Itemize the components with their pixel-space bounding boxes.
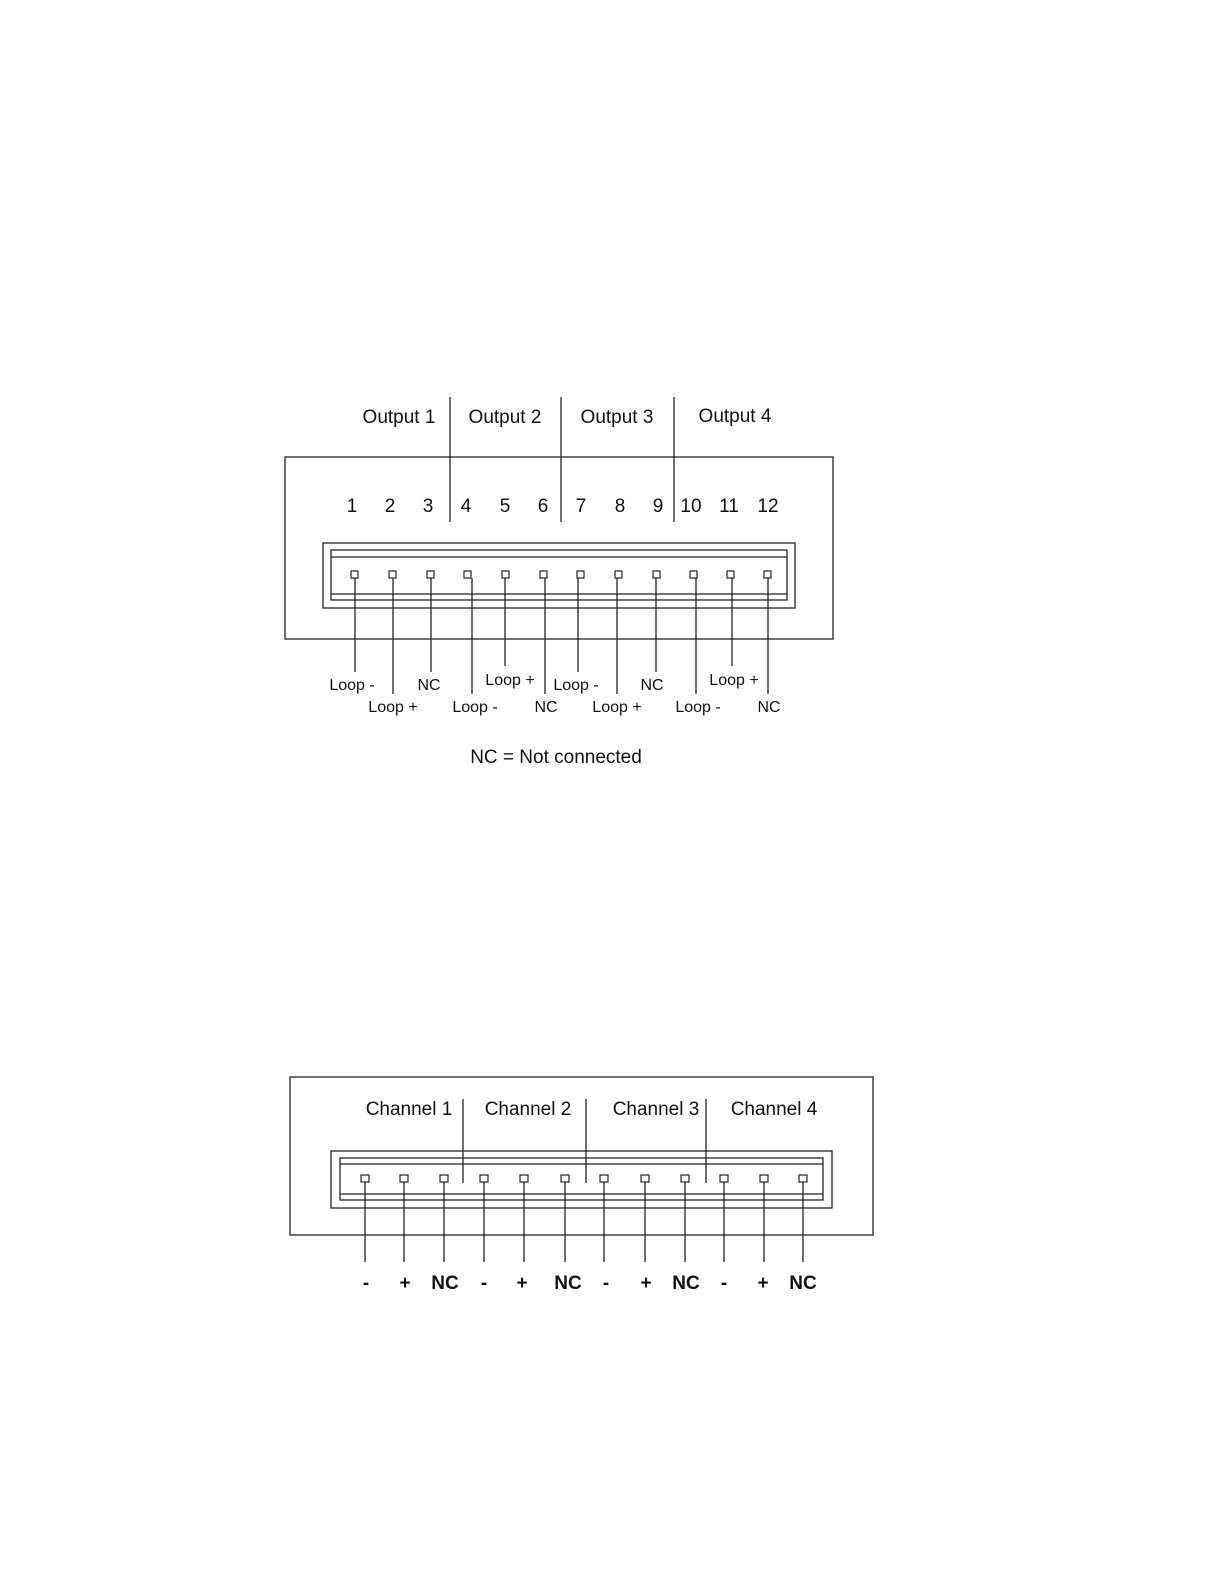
connector1-pin [464, 571, 471, 578]
connector2-pin [440, 1175, 448, 1182]
pin-number: 7 [575, 496, 587, 517]
polarity-label: + [757, 1273, 769, 1294]
connector1-pin [389, 571, 396, 578]
polarity-label: NC [554, 1273, 582, 1294]
pin-number: 12 [757, 496, 779, 517]
connector1-pin [764, 571, 771, 578]
connector1-pin [427, 571, 434, 578]
pin-number: 1 [346, 496, 358, 517]
channel-label: Channel 4 [730, 1099, 818, 1120]
connector2-pin [520, 1175, 528, 1182]
nc-note: NC = Not connected [470, 747, 642, 768]
pin-number: 8 [614, 496, 626, 517]
pin-label: Loop + [485, 672, 535, 689]
pin-label: Loop + [709, 672, 759, 689]
pin-label: Loop - [452, 699, 498, 716]
polarity-label: NC [789, 1273, 817, 1294]
channel-label: Channel 3 [612, 1099, 700, 1120]
polarity-label: - [362, 1273, 370, 1294]
connector1-pin [653, 571, 660, 578]
connector1-pin [727, 571, 734, 578]
pin-number: 6 [537, 496, 549, 517]
pin-number: 9 [652, 496, 664, 517]
connector1-pin [351, 571, 358, 578]
pin-number: 10 [680, 496, 702, 517]
polarity-label: + [640, 1273, 652, 1294]
connector2-pin [720, 1175, 728, 1182]
pin-label: NC [757, 699, 781, 716]
channel-label: Channel 1 [365, 1099, 453, 1120]
output-connector-diagram [285, 397, 833, 768]
polarity-label: NC [672, 1273, 700, 1294]
connector2-pin [760, 1175, 768, 1182]
pin-label: NC [417, 677, 441, 694]
polarity-label: - [480, 1273, 488, 1294]
connector2-pin [480, 1175, 488, 1182]
polarity-label: + [399, 1273, 411, 1294]
polarity-label: + [516, 1273, 528, 1294]
connector1-pin [690, 571, 697, 578]
connector2-pin [681, 1175, 689, 1182]
pin-number: 11 [719, 496, 739, 517]
pin-label: NC [534, 699, 558, 716]
pin-number: 3 [422, 496, 434, 517]
connector1-pin [502, 571, 509, 578]
pin-label: Loop + [592, 699, 642, 716]
connector1-pin [540, 571, 547, 578]
connector2-pin [561, 1175, 569, 1182]
channel-label: Channel 2 [484, 1099, 572, 1120]
connector1-pin [615, 571, 622, 578]
polarity-label: - [602, 1273, 610, 1294]
pin-number: 4 [460, 496, 472, 517]
channel-connector-diagram [290, 1077, 873, 1294]
connector1-housing [285, 457, 833, 639]
connector2-pin [361, 1175, 369, 1182]
output-label: Output 1 [362, 407, 436, 428]
connector2-pin [400, 1175, 408, 1182]
pin-label: Loop - [329, 677, 375, 694]
pin-label: Loop - [553, 677, 599, 694]
polarity-label: - [720, 1273, 728, 1294]
connector2-pin [641, 1175, 649, 1182]
output-label: Output 2 [468, 407, 542, 428]
pin-label: NC [640, 677, 664, 694]
polarity-label: NC [431, 1273, 459, 1294]
output-label: Output 3 [580, 407, 654, 428]
pin-number: 2 [384, 496, 396, 517]
pin-label: Loop + [368, 699, 418, 716]
connector1-pin [577, 571, 584, 578]
pin-number: 5 [499, 496, 511, 517]
connector2-pin [600, 1175, 608, 1182]
output-label: Output 4 [698, 406, 772, 427]
connector2-pin [799, 1175, 807, 1182]
pin-label: Loop - [675, 699, 721, 716]
